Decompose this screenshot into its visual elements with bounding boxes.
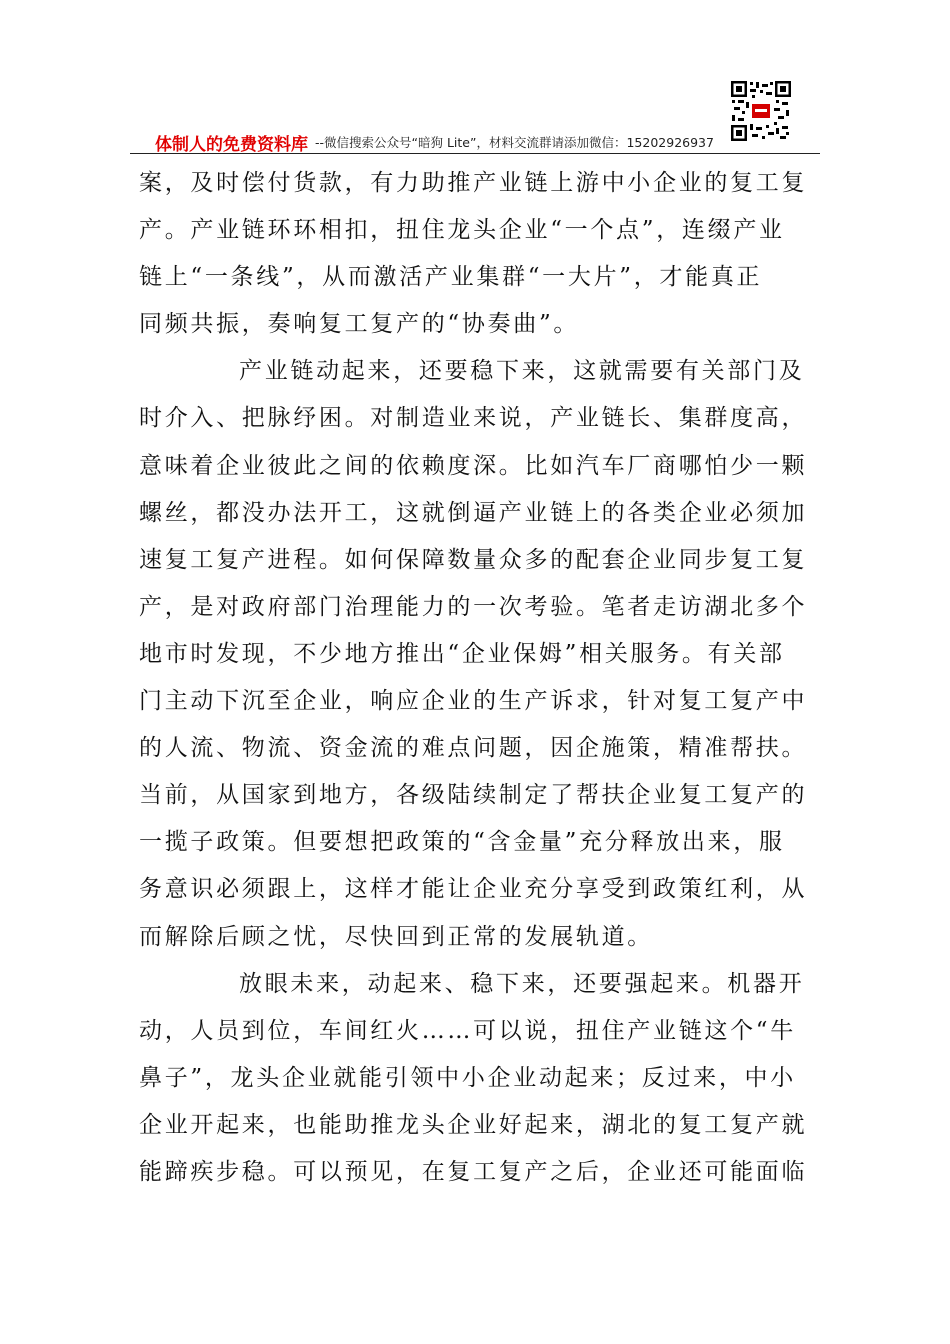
text-line: 同频共振，奏响复工复产的“协奏曲”。	[139, 311, 580, 338]
text-line: 鼻子”，龙头企业就能引领中小企业动起来；反过来，中小	[139, 1064, 796, 1091]
text-line: 螺丝，都没办法开工，这就倒逼产业链上的各类企业必须加	[139, 499, 808, 526]
text-line: 能蹄疾步稳。可以预见，在复工复产之后，企业还可能面临	[139, 1158, 808, 1185]
text-line: 企业开起来，也能助推龙头企业好起来，湖北的复工复产就	[139, 1111, 808, 1138]
paragraph-start-line: 产业链动起来，还要稳下来，这就需要有关部门及	[239, 358, 805, 385]
text-line: 门主动下沉至企业，响应企业的生产诉求，针对复工复产中	[139, 688, 808, 715]
text-line: 产，是对政府部门治理能力的一次考验。笔者走访湖北多个	[139, 593, 808, 620]
header-divider	[130, 153, 820, 154]
text-line: 地市时发现，不少地方推出“企业保姆”相关服务。有关部	[139, 640, 785, 667]
text-line: 务意识必须跟上，这样才能让企业充分享受到政策红利，从	[139, 876, 808, 903]
text-line: 动，人员到位，车间红火……可以说，扭住产业链这个“牛	[139, 1017, 796, 1044]
text-line: 时介入、把脉纾困。对制造业来说，产业链长、集群度高，	[139, 405, 808, 432]
text-line: 而解除后顾之忧，尽快回到正常的发展轨道。	[139, 923, 653, 950]
text-line: 意味着企业彼此之间的依赖度深。比如汽车厂商哪怕少一颗	[139, 452, 808, 479]
text-line: 的人流、物流、资金流的难点问题，因企施策，精准帮扶。	[139, 735, 808, 762]
header-subtitle: --微信搜索公众号“暗狗 Lite”，材料交流群请添加微信：15202926937	[315, 135, 714, 150]
page-header	[130, 130, 820, 154]
text-line: 当前，从国家到地方，各级陆续制定了帮扶企业复工复产的	[139, 782, 808, 809]
body-text	[139, 160, 817, 1196]
brand-title: 体制人的免费资料库	[155, 135, 308, 155]
text-line: 一揽子政策。但要想把政策的“含金量”充分释放出来，服	[139, 829, 785, 856]
text-line: 案，及时偿付货款，有力助推产业链上游中小企业的复工复	[139, 170, 808, 196]
text-line: 速复工复产进程。如何保障数量众多的配套企业同步复工复	[139, 546, 808, 573]
text-line: 产。产业链环环相扣，扭住龙头企业“一个点”，连缀产业	[139, 217, 785, 244]
text-line: 链上“一条线”，从而激活产业集群“一大片”，才能真正	[139, 264, 763, 291]
paragraph-start-line: 放眼未来，动起来、稳下来，还要强起来。机器开	[239, 970, 805, 997]
